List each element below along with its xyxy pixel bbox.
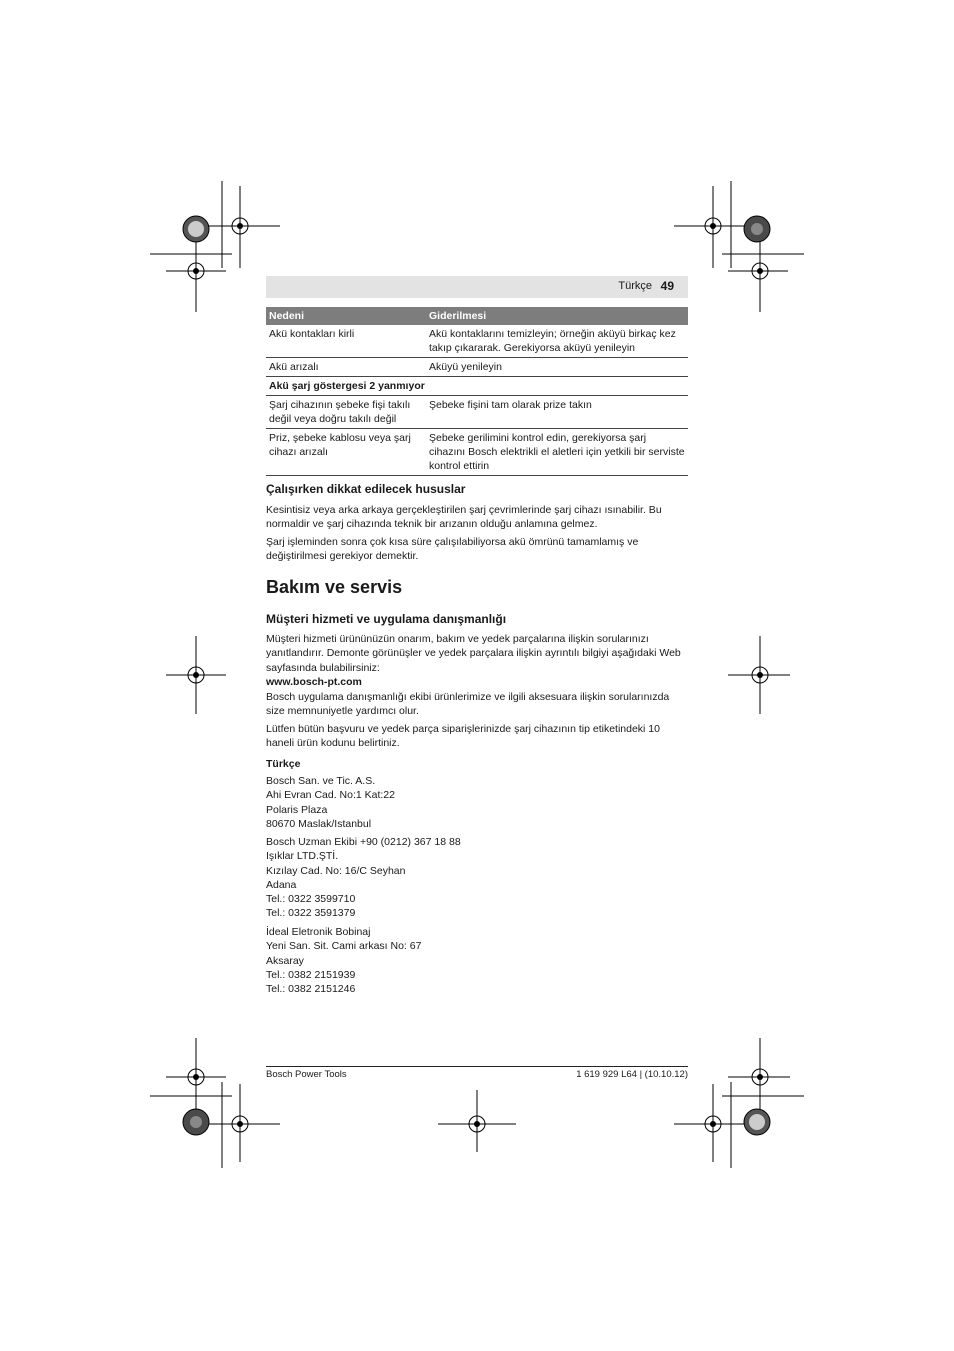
website-link[interactable]: www.bosch-pt.com <box>266 676 362 688</box>
service-paragraph-1: Müşteri hizmeti ürününüzün onarım, bakım ve yedek parçalarına ilişkin sorularınızı yanıtlandırır. Demonte görünüşler ve yedek parçalara ilişkin ayrıntılı bilgiyi aşağıdaki Web sayfasında bulabilirsiniz: <box>266 633 681 674</box>
footer-right: 1 619 929 L64 | (10.10.12) <box>576 1069 688 1080</box>
footer-rule <box>266 1066 688 1067</box>
service-paragraph-2: Bosch uygulama danışmanlığı ekibi ürünlerimize ve ilgili aksesuara ilişkin sorularınızda size memnuniyetle yardımcı olur. <box>266 691 670 718</box>
address-line: Bosch Uzman Ekibi +90 (0212) 367 18 88 <box>266 836 461 848</box>
cause-cell: Priz, şebeke kablosu veya şarj cihazı arızalı <box>266 429 426 476</box>
address-line: Işıklar LTD.ŞTİ. <box>266 850 339 863</box>
table-row <box>266 396 688 429</box>
notes-heading: Çalışırken dikkat edilecek hususlar <box>266 482 466 496</box>
service-subheading: Müşteri hizmeti ve uygulama danışmanlığı <box>266 612 507 626</box>
address-block-3 <box>266 925 690 996</box>
address-line: Adana <box>266 878 297 891</box>
footer-left: Bosch Power Tools <box>266 1069 347 1080</box>
address-line: Ahi Evran Cad. No:1 Kat:22 <box>266 789 395 802</box>
remedy-cell: Akü kontaklarını temizleyin; örneğin aküyü birkaç kez takıp çıkararak. Gerekiyorsa aküyü yenileyin <box>426 325 688 358</box>
troubleshooting-table <box>266 307 688 476</box>
address-line: Kızılay Cad. No: 16/C Seyhan <box>266 864 406 877</box>
remedy-cell: Şebeke gerilimini kontrol edin, gerekiyorsa şarj cihazını Bosch elektrikli el aletleri için yetkili bir serviste kontrol ettirin <box>426 429 688 476</box>
cause-cell: Akü kontakları kirli <box>266 325 426 358</box>
address-line: Bosch San. ve Tic. A.S. <box>266 775 376 787</box>
notes-paragraph-2: Şarj işleminden sonra çok kısa süre çalışılabiliyorsa akü ömrünü tamamlamış ve değiştirilmesi gerekiyor demektir. <box>266 536 639 563</box>
section-title: Bakım ve servis <box>266 577 403 597</box>
group-heading-cell: Akü şarj göstergesi 2 yanmıyor <box>266 377 688 396</box>
notes-paragraph-1: Kesintisiz veya arka arkaya gerçekleştirilen şarj çevrimlerinde şarj cihazı ısınabilir. Bu normaldir ve şarj cihazında teknik bir arızanın olduğu anlamına gelmez. <box>266 504 662 531</box>
table-group-heading <box>266 377 688 396</box>
remedy-cell: Şebeke fişini tam olarak prize takın <box>426 396 688 429</box>
cause-cell: Şarj cihazının şebeke fişi takılı değil veya doğru takılı değil <box>266 396 426 429</box>
column-header-cause: Nedeni <box>266 307 426 325</box>
address-line: Yeni San. Sit. Cami arkası No: 67 <box>266 940 422 953</box>
address-line: Tel.: 0322 3599710 <box>266 893 356 906</box>
address-line: 80670 Maslak/Istanbul <box>266 817 372 830</box>
table-row <box>266 325 688 358</box>
remedy-cell: Aküyü yenileyin <box>426 358 688 377</box>
address-block-2 <box>266 835 690 921</box>
country-label: Türkçe <box>266 758 301 770</box>
cause-cell: Akü arızalı <box>266 358 426 377</box>
address-block-1 <box>266 774 690 831</box>
table-row <box>266 429 688 476</box>
column-header-remedy: Giderilmesi <box>426 307 688 325</box>
address-line: Polaris Plaza <box>266 803 328 816</box>
service-paragraph-3: Lütfen bütün başvuru ve yedek parça siparişlerinizde şarj cihazının tip etiketindeki 10 haneli ürün kodunu belirtiniz. <box>266 723 660 750</box>
table-row <box>266 358 688 377</box>
address-line: Tel.: 0382 2151246 <box>266 983 356 996</box>
header-language: Türkçe <box>618 280 652 292</box>
address-line: Tel.: 0382 2151939 <box>266 968 356 981</box>
address-line: Tel.: 0322 3591379 <box>266 907 356 920</box>
page-header <box>266 276 688 298</box>
page-number: 49 <box>660 279 674 293</box>
address-line: İdeal Eletronik Bobinaj <box>266 926 371 938</box>
address-line: Aksaray <box>266 954 304 967</box>
